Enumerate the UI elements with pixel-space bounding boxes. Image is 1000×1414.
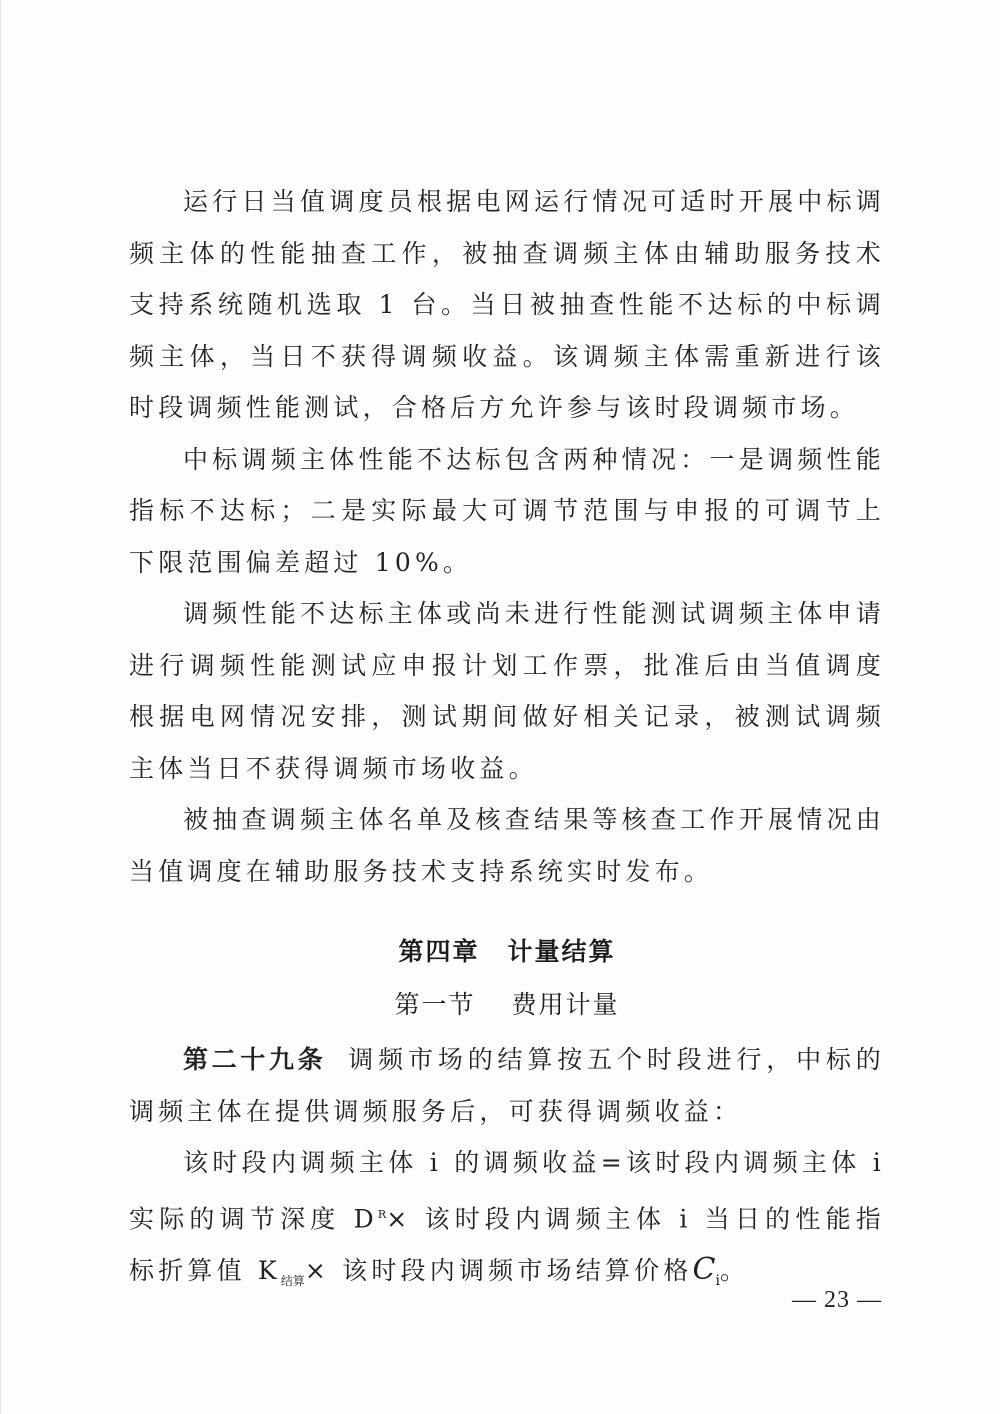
paragraph-publication: 被抽查调频主体名单及核查结果等核查工作开展情况由当值调度在辅助服务技术支持系统实时发布。	[129, 805, 885, 886]
formula-c-subscript: i	[715, 1273, 720, 1290]
article-label: 第二十九条	[183, 1045, 327, 1074]
section-heading	[129, 985, 885, 1021]
section-title: 费用计量	[511, 990, 620, 1019]
formula-k-subscript: 结算	[280, 1274, 305, 1289]
body-text-lower	[129, 1034, 885, 1308]
article-text: 调频市场的结算按五个时段进行，中标的调频主体在提供调频服务后，可获得调频收益：	[129, 1045, 885, 1126]
formula-part4: 。	[720, 1256, 750, 1286]
formula-part1: 该时段内调频主体 i 的调频收益=该时段内调频主体 i 实际的调节深度 D	[129, 1148, 885, 1233]
article-29	[129, 1034, 885, 1137]
chapter-number: 第四章	[398, 937, 480, 966]
formula-part3: × 该时段内调频市场结算价格	[304, 1256, 693, 1286]
body-text-upper	[129, 176, 885, 897]
formula-c-symbol: C	[692, 1252, 716, 1288]
paragraph-performance-test: 调频性能不达标主体或尚未进行性能测试调频主体申请进行调频性能测试应申报计划工作票，批准后由当值调度根据电网情况安排，测试期间做好相关记录，被测试调频主体当日不获得调频市场收益。	[129, 599, 885, 783]
chapter-title: 计量结算	[507, 937, 616, 966]
formula-d-superscript: R	[377, 1207, 387, 1221]
paragraph-spot-check: 运行日当值调度员根据电网运行情况可适时开展中标调频主体的性能抽查工作，被抽查调频主体由辅助服务技术支持系统随机选取 1 台。当日被抽查性能不达标的中标调频主体，当日不获得调频收益。该调频主体需重新进行该时段调频性能测试，合格后方允许参与该时段调频市场。	[129, 187, 885, 422]
formula-part2: × 该时段内调频主体 i 当日的性能指标折算值 K	[129, 1203, 885, 1286]
chapter-heading	[129, 932, 885, 968]
formula-paragraph	[129, 1137, 885, 1308]
paragraph-noncompliance-cases: 中标调频主体性能不达标包含两种情况：一是调频性能指标不达标；二是实际最大可调节范围与申报的可调节上下限范围偏差超过 10%。	[129, 444, 885, 577]
section-number: 第一节	[394, 990, 476, 1019]
page-number: — 23 —	[792, 1287, 882, 1313]
